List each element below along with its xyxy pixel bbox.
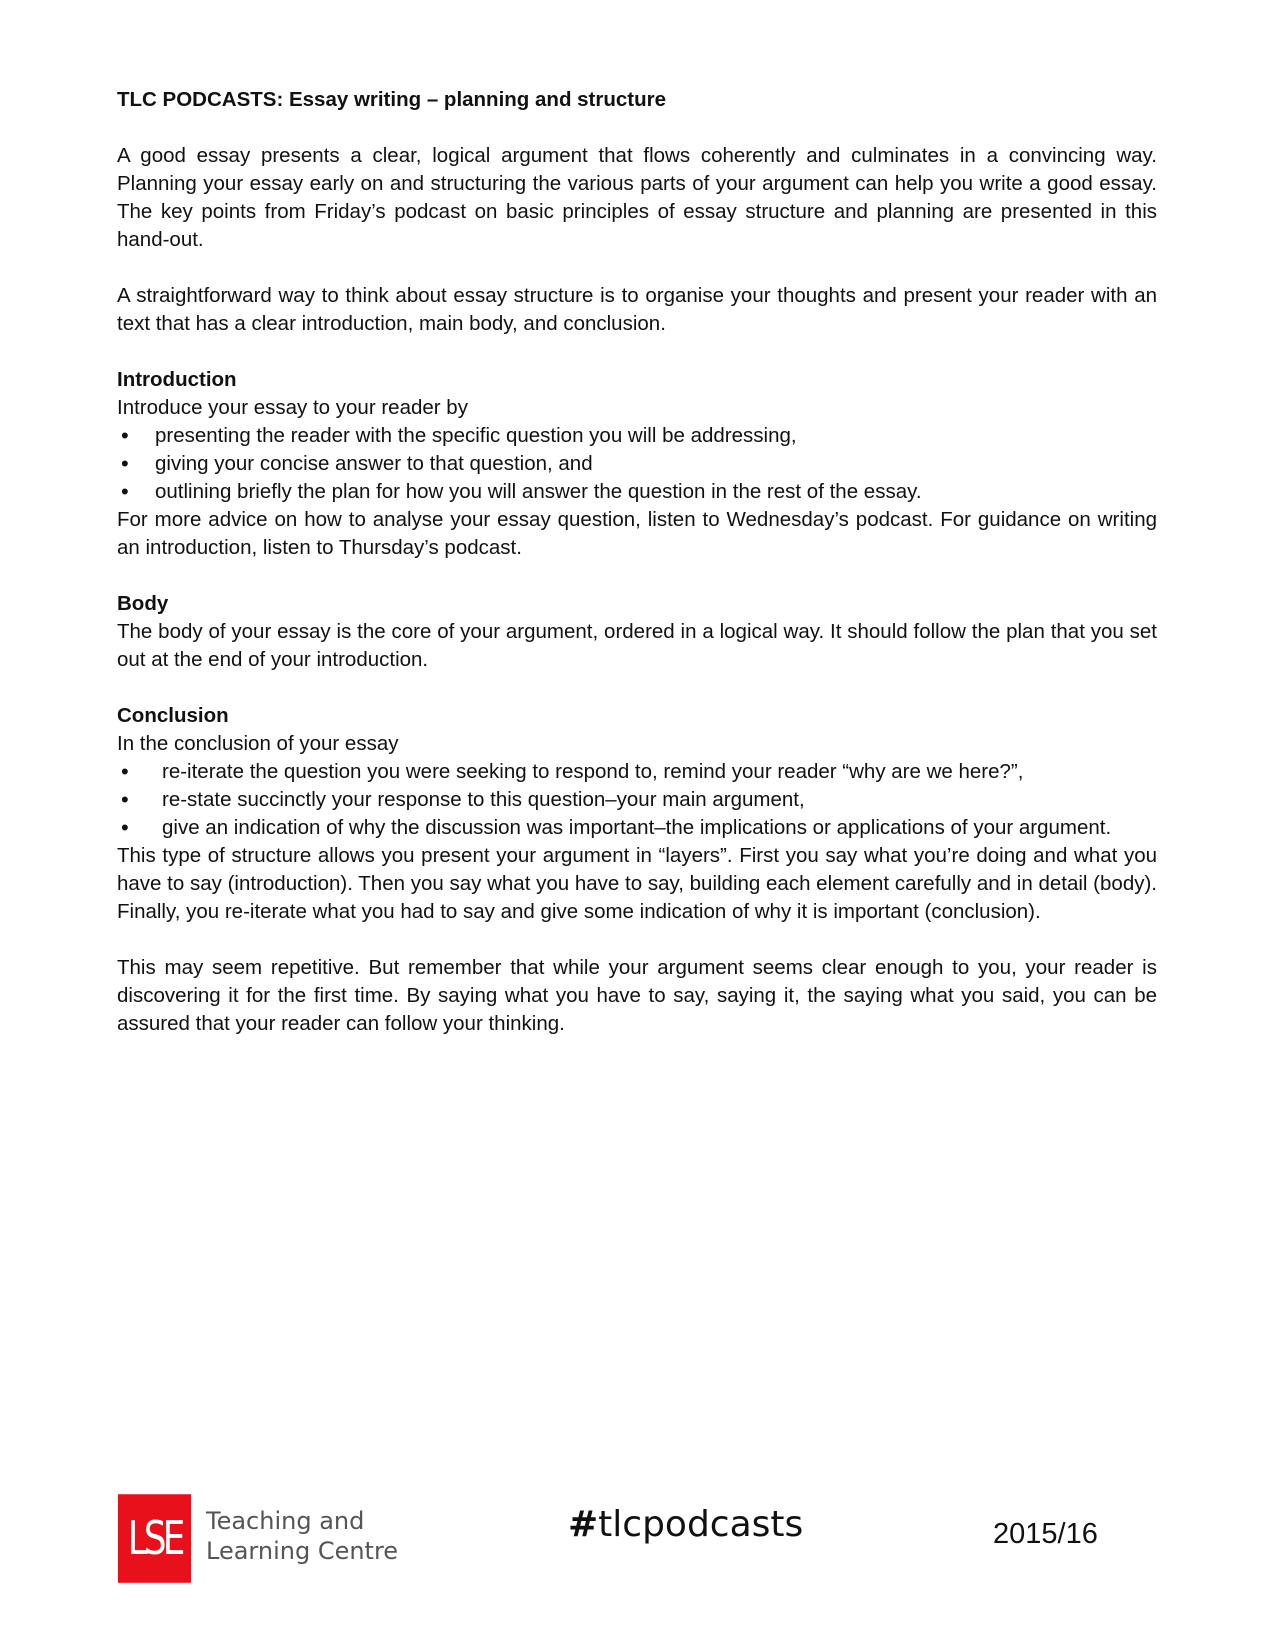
conclusion-lead: In the conclusion of your essay [117,732,399,755]
logo-caption-line-1: Teaching and [206,1507,365,1535]
introduction-heading: Introduction [117,368,237,391]
logo-caption [206,1506,398,1566]
conclusion-heading: Conclusion [117,704,229,727]
lse-logo [118,1494,191,1583]
hashtag-symbol: # [568,1504,599,1545]
hashtag-word: tlcpodcasts [598,1504,804,1545]
body-heading: Body [117,592,169,615]
conclusion-bullet-list [117,758,1157,842]
lse-logo-mark: LSE [127,1512,182,1565]
list-item: • re-iterate the question you were seeking to respond to, remind your reader “why are we here?”, [117,758,1157,786]
introduction-lead: Introduce your essay to your reader by [117,396,468,419]
introduction-bullet-list [117,422,1157,506]
document-page [117,86,1157,1038]
list-item: • outlining briefly the plan for how you will answer the question in the rest of the essay. [117,478,1157,506]
document-title: TLC PODCASTS: Essay writing – planning and structure [117,88,667,111]
list-item: • giving your concise answer to that question, and [117,450,1157,478]
introduction-after-text: For more advice on how to analyse your essay question, listen to Wednesday’s podcast. For guidance on writing an introduction, listen to Thursday’s podcast. [117,508,1157,559]
intro-paragraph-1: A good essay presents a clear, logical argument that flows coherently and culminates in a convincing way. Planning your essay early on and structuring the various parts of your argument can help you write a good essay. The key points from Friday’s podcast on basic principles of essay structure and planning are presented in this hand-out. [117,144,1157,251]
intro-paragraph-2: A straightforward way to think about essay structure is to organise your thoughts and present your reader with an text that has a clear introduction, main body, and conclusion. [117,284,1157,335]
list-item: • give an indication of why the discussion was important–the implications or applications of your argument. [117,814,1157,842]
list-item: • re-state succinctly your response to this question–your main argument, [117,786,1157,814]
academic-year: 2015/16 [993,1518,1098,1550]
closing-paragraph-1: This type of structure allows you present your argument in “layers”. First you say what you’re doing and what you have to say (introduction). Then you say what you have to say, building each element carefully and in detail (body). Finally, you re-iterate what you had to say and give some indication of why it is important (conclusion). [117,844,1157,923]
body-text: The body of your essay is the core of your argument, ordered in a logical way. It should follow the plan that you set out at the end of your introduction. [117,620,1157,671]
page-footer [0,1500,1275,1580]
logo-caption-line-2: Learning Centre [206,1537,399,1565]
list-item: • presenting the reader with the specific question you will be addressing, [117,422,1157,450]
closing-paragraph-2: This may seem repetitive. But remember that while your argument seems clear enough to you, your reader is discovering it for the first time. By saying what you have to say, saying it, the saying what you said, you can be assured that your reader can follow your thinking. [117,956,1157,1035]
hashtag [568,1504,803,1545]
